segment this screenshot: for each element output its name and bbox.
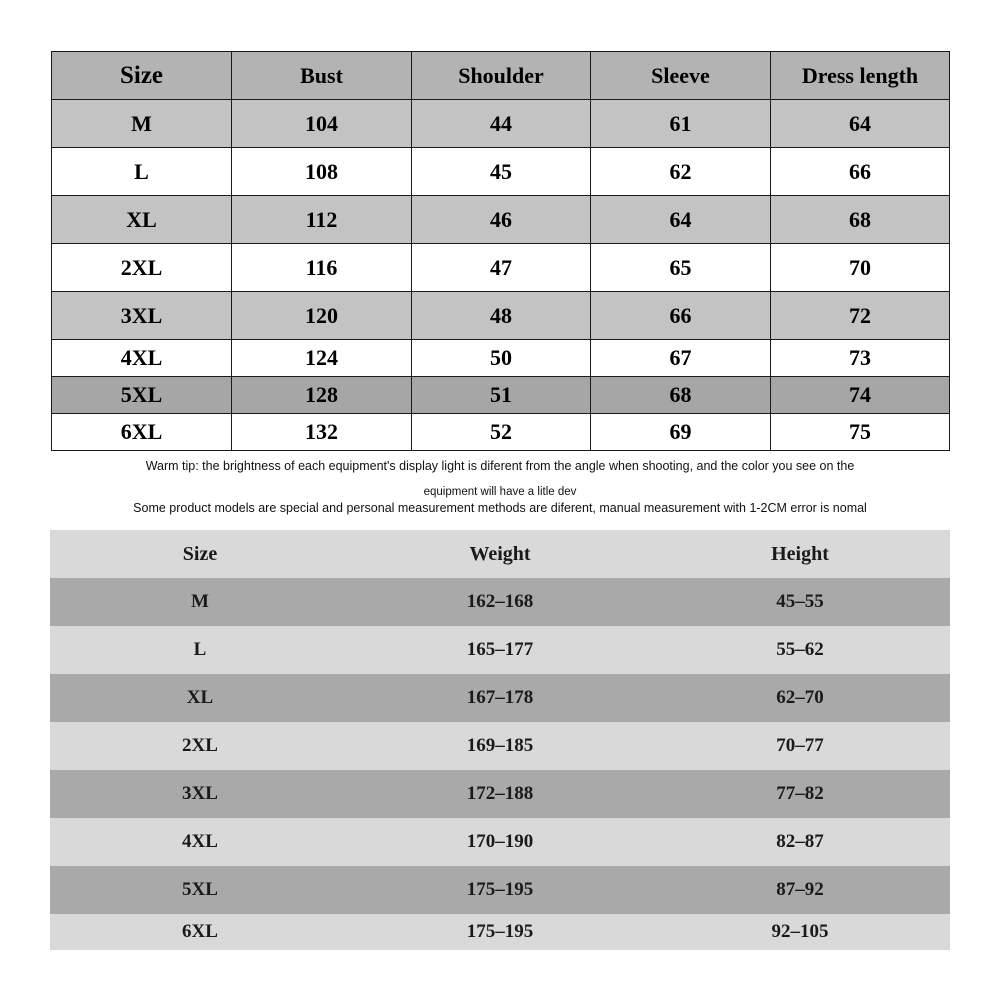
cell-size: 5XL [50, 866, 350, 914]
cell-size: M [50, 578, 350, 626]
cell-bust: 108 [232, 148, 412, 196]
header-sleeve: Sleeve [591, 52, 771, 100]
table-row [52, 244, 950, 292]
cell-height: 45–55 [650, 578, 950, 626]
cell-sleeve: 61 [591, 100, 771, 148]
table-header-row [52, 52, 950, 100]
table-row [52, 196, 950, 244]
table-row [52, 100, 950, 148]
cell-bust: 124 [232, 340, 412, 377]
cell-size: 4XL [50, 818, 350, 866]
cell-height: 77–82 [650, 770, 950, 818]
cell-dress-length: 72 [771, 292, 950, 340]
cell-size: L [50, 626, 350, 674]
cell-sleeve: 66 [591, 292, 771, 340]
cell-size: XL [50, 674, 350, 722]
cell-size: 3XL [52, 292, 232, 340]
header-weight: Weight [350, 530, 650, 578]
table-row [50, 866, 950, 914]
table-row [52, 377, 950, 414]
cell-dress-length: 68 [771, 196, 950, 244]
cell-sleeve: 65 [591, 244, 771, 292]
cell-shoulder: 52 [412, 414, 591, 451]
table-row [50, 626, 950, 674]
cell-size: XL [52, 196, 232, 244]
table-row [52, 292, 950, 340]
cell-sleeve: 69 [591, 414, 771, 451]
cell-bust: 120 [232, 292, 412, 340]
cell-weight: 169–185 [350, 722, 650, 770]
cell-weight: 175–195 [350, 914, 650, 950]
cell-size: M [52, 100, 232, 148]
tip-line-2: equipment will have a litle dev [423, 486, 577, 498]
table-row [50, 914, 950, 950]
cell-shoulder: 51 [412, 377, 591, 414]
header-bust: Bust [232, 52, 412, 100]
cell-size: L [52, 148, 232, 196]
header-size: Size [50, 530, 350, 578]
cell-height: 87–92 [650, 866, 950, 914]
cell-size: 6XL [52, 414, 232, 451]
cell-bust: 128 [232, 377, 412, 414]
cell-bust: 132 [232, 414, 412, 451]
cell-size: 2XL [52, 244, 232, 292]
cell-height: 82–87 [650, 818, 950, 866]
cell-weight: 170–190 [350, 818, 650, 866]
table-header-row [50, 530, 950, 578]
cell-weight: 175–195 [350, 866, 650, 914]
table-row [52, 340, 950, 377]
cell-dress-length: 75 [771, 414, 950, 451]
cell-shoulder: 45 [412, 148, 591, 196]
cell-weight: 162–168 [350, 578, 650, 626]
cell-size: 6XL [50, 914, 350, 950]
cell-weight: 172–188 [350, 770, 650, 818]
cell-shoulder: 47 [412, 244, 591, 292]
cell-bust: 104 [232, 100, 412, 148]
tip-line-3: Some product models are special and personal measurement methods are diferent, manual measurement with 1-2CM error is nomal [133, 501, 867, 515]
table-row [50, 578, 950, 626]
cell-height: 55–62 [650, 626, 950, 674]
cell-height: 62–70 [650, 674, 950, 722]
cell-shoulder: 46 [412, 196, 591, 244]
cell-size: 4XL [52, 340, 232, 377]
header-height: Height [650, 530, 950, 578]
cell-dress-length: 73 [771, 340, 950, 377]
cell-shoulder: 50 [412, 340, 591, 377]
cell-sleeve: 67 [591, 340, 771, 377]
cell-dress-length: 70 [771, 244, 950, 292]
cell-bust: 116 [232, 244, 412, 292]
table-row [50, 722, 950, 770]
warm-tip-note [50, 458, 950, 517]
cell-bust: 112 [232, 196, 412, 244]
cell-size: 5XL [52, 377, 232, 414]
header-size: Size [52, 52, 232, 100]
cell-height: 92–105 [650, 914, 950, 950]
cell-sleeve: 64 [591, 196, 771, 244]
size-measurement-table [51, 51, 950, 451]
table-row [50, 674, 950, 722]
cell-weight: 165–177 [350, 626, 650, 674]
cell-dress-length: 64 [771, 100, 950, 148]
cell-sleeve: 68 [591, 377, 771, 414]
cell-sleeve: 62 [591, 148, 771, 196]
table-row [50, 818, 950, 866]
cell-dress-length: 66 [771, 148, 950, 196]
tip-line-1: Warm tip: the brightness of each equipment's display light is diferent from the angle when shooting, and the color you see on the [145, 459, 855, 473]
cell-height: 70–77 [650, 722, 950, 770]
cell-weight: 167–178 [350, 674, 650, 722]
header-shoulder: Shoulder [412, 52, 591, 100]
weight-height-table [50, 530, 950, 950]
header-dress-length: Dress length [771, 52, 950, 100]
cell-shoulder: 44 [412, 100, 591, 148]
cell-size: 3XL [50, 770, 350, 818]
cell-dress-length: 74 [771, 377, 950, 414]
cell-size: 2XL [50, 722, 350, 770]
table-row [50, 770, 950, 818]
cell-shoulder: 48 [412, 292, 591, 340]
table-row [52, 414, 950, 451]
table-row [52, 148, 950, 196]
